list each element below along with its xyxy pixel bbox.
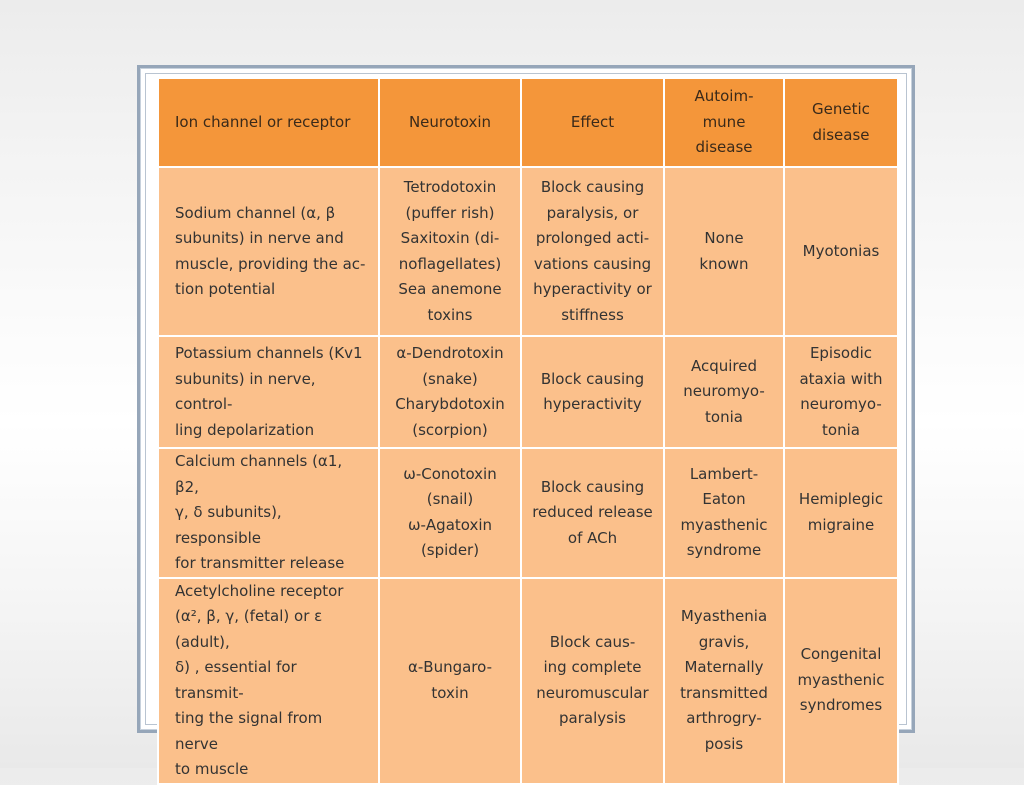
cell-effect: Block causing reduced release of ACh	[521, 448, 664, 578]
cell-ion-channel: Acetylcholine receptor (α², β, γ, (fetal) or ε (adult), δ) , essential for transmit- ting the signal from nerve to muscle	[158, 578, 379, 784]
cell-autoimmune-disease: None known	[664, 167, 784, 336]
table-row	[158, 578, 898, 784]
cell-genetic-disease: Hemiplegic migraine	[784, 448, 898, 578]
table-row	[158, 336, 898, 448]
cell-effect: Block causing hyperactivity	[521, 336, 664, 448]
cell-genetic-disease: Myotonias	[784, 167, 898, 336]
cell-ion-channel: Calcium channels (α1, β2, γ, δ subunits), responsible for transmitter release	[158, 448, 379, 578]
cell-autoimmune-disease: Lambert- Eaton myasthenic syndrome	[664, 448, 784, 578]
cell-ion-channel: Potassium channels (Kv1 subunits) in nerve, control- ling depolarization	[158, 336, 379, 448]
cell-autoimmune-disease: Myasthenia gravis, Maternally transmitted arthrogry- posis	[664, 578, 784, 784]
cell-neurotoxin: α-Bungaro- toxin	[379, 578, 521, 784]
cell-ion-channel: Sodium channel (α, β subunits) in nerve and muscle, providing the ac- tion potential	[158, 167, 379, 336]
cell-genetic-disease: Episodic ataxia with neuromyo- tonia	[784, 336, 898, 448]
cell-neurotoxin: Tetrodotoxin (puffer rish) Saxitoxin (di- noflagellates) Sea anemone toxins	[379, 167, 521, 336]
table-row	[158, 167, 898, 336]
table-row	[158, 448, 898, 578]
cell-genetic-disease: Congenital myasthenic syndromes	[784, 578, 898, 784]
cell-neurotoxin: α-Dendrotoxin (snake) Charybdotoxin (scorpion)	[379, 336, 521, 448]
header-autoimmune-disease: Autoim- mune disease	[664, 78, 784, 167]
cell-neurotoxin: ω-Conotoxin (snail) ω-Agatoxin (spider)	[379, 448, 521, 578]
header-effect: Effect	[521, 78, 664, 167]
neurotoxin-table	[157, 77, 899, 785]
cell-autoimmune-disease: Acquired neuromyo- tonia	[664, 336, 784, 448]
cell-effect: Block caus- ing complete neuromuscular paralysis	[521, 578, 664, 784]
header-ion-channel: Ion channel or receptor	[158, 78, 379, 167]
table-header-row	[158, 78, 898, 167]
cell-effect: Block causing paralysis, or prolonged acti- vations causing hyperactivity or stiffness	[521, 167, 664, 336]
header-neurotoxin: Neurotoxin	[379, 78, 521, 167]
header-genetic-disease: Genetic disease	[784, 78, 898, 167]
